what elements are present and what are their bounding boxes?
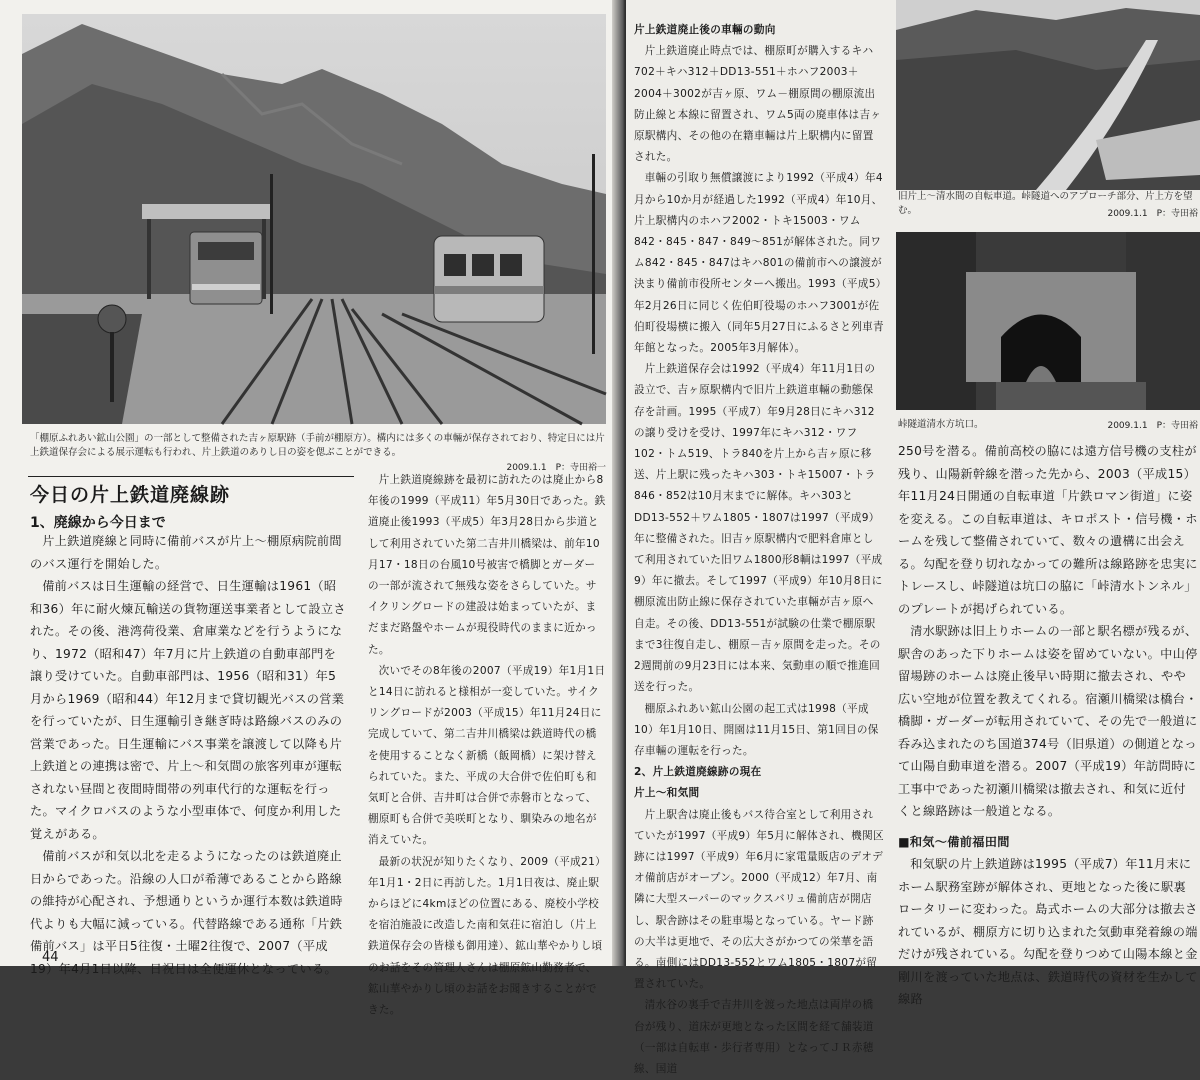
tunnel-credit: 2009.1.1 P：寺田裕 (1107, 421, 1198, 431)
paragraph: 車輛の引取り無償譲渡により1992（平成4）年4月から10か月が経過した1992（平成4）年10月、片上駅構内のホハフ2002・トキ15003・ワム842・845・847・849～851が解体された。同ワム842・845・847はキハ801の備前市への譲渡が決まり備前市役所センターへ搬出。1993（平成5）年2月26日に同じく佐伯町役場のホハフ3001が佐伯町役場横に搬入（同年5月27日にふるさと列車青年館となった。2005年3月解体）。 (634, 172, 884, 355)
left-page (0, 0, 620, 1017)
paragraph: 次いでその8年後の2007（平成19）年1月1日と14日に訪れると様相が一変していた。サイクリングロードが2003（平成15）年11月24日に完成していて、第二吉井川橋梁は鉄道時代の橋を使用することなく新橋（飯岡橋）に架け替えられていた。また、平成の大合併で佐伯町も和気町と合併、吉井町は合併で赤磐市となって、棚原町も合併で美咲町となり、馴染みの地名が消えていた。 (368, 664, 606, 847)
tunnel-caption: 峠隧道清水方坑口。 (898, 419, 984, 430)
section-rule (28, 476, 354, 477)
heading-katakami-wake: 片上～和気間 (634, 787, 700, 800)
paragraph: 片上鉄道廃線と同時に備前バスが片上～棚原病院前間のバス運行を開始した。 (30, 534, 342, 571)
paragraph: 最新の状況が知りたくなり、2009（平成21）年1月1・2日に再訪した。1月1日夜は、廃止駅からほどに4kmほどの位置にある、廃校小学校を宿泊施設に改造した南和気荘に宿泊し（片上鉄道保存会の皆様も御用達）、鉱山華やかりし頃のお話をその管理人さんは棚原鉱山勤務者で、鉱山華やかりし頃のお話をお聞きすることができた。 (368, 855, 603, 1017)
paragraph: 片上駅舎は廃止後もバス待合室として利用されていたが1997（平成9）年5月に解体され、機関区跡には1997（平成9）年6月に家電量販店のデオデオ備前店がオープン。2000（平成12）年7月、南隣に大型スーパーのマックスバリュ備前店が開店し、駅舎跡はその駐車場となっている。ヤード跡の大半は更地で、その広大さがかつての栄華を語る。南側にはDD13-552とワム1805・1807が留置されていた。 (634, 808, 884, 991)
paragraph: 250号を潜る。備前高校の脇には遠方信号機の支柱が残り、山陽新幹線を潜った先から、2003（平成15）年11月24日開通の自転車道「片鉄ロマン街道」に姿を変える。この自転車道は、キロポスト・信号機・ホームを残して整備されていて、数々の遺構に出会える。勾配を登り切れなかっての難所は線路跡を忠実にトレースし、峠隧道は坑口の脇に「峠清水トンネル」のプレートが掲げられている。 (898, 444, 1198, 616)
paragraph: 備前バスは日生運輸の経営で、日生運輸は1961（昭和36）年に耐火煉瓦輸送の貨物運送事業者として設立された。その後、港湾荷役業、倉庫業などを行うようになり、1972（昭和47）年7月に片上鉄道の自動車部門を譲り受けていた。自動車部門は、1956（昭和31）年5月から1969（昭和44）年12月まで貸切観光バスの営業を行っていたが、日生運輸引き継ぎ時は路線バスのみの営業であった。日生運輸にバス事業を譲渡して以降も片上鉄道との連携は密で、片上～和気間の旅客列車が運転されない昼間と夜間時間帯の列車代行的な運転を行った。マイクロバスのような小型車体で、何度か利用した覚えがある。 (30, 579, 346, 841)
heading-current-line: 2、片上鉄道廃線跡の現在 (634, 766, 762, 779)
paragraph: 片上鉄道廃止時点では、棚原町が購入するキハ702＋キハ312＋DD13-551＋ホハフ2003＋2004＋3002が吉ヶ原、ワム－棚原間の棚原流出防止線と本線に留置され、ワム5両の廃車体は吉ヶ原駅構内、その他の在籍車輛は片上駅構内に留置された。 (634, 45, 882, 164)
paragraph: 片上鉄道保存会は1992（平成4）年11月1日の設立で、吉ヶ原駅構内で旧片上鉄道車輛の動態保存を計画。1995（平成7）年9月28日にキハ312の譲り受けを受け、1997年にキハ312・ワフ102・トム519、トラ840を片上から吉ヶ原に移送、片上駅に残ったキハ303・トキ15007・トラ846・852は10月末までに解体。キハ303とDD13-552＋ワム1805・1807は1997（平成9）年に整備された。旧吉ヶ原駅構内で肥料倉庫として利用されていた旧ワム1800形8輌は1997（平成9）年に撤去。そして1997（平成9）年10月8日に棚原流出防止線に保存されていた車輛が吉ヶ原へ自走。その後、DD13-551が試験の仕業で棚原駅まで3往復自走し、棚原－吉ヶ原間を走った。その2週間前の9月23日には本来、気動車の順で推進回送を行った。 (634, 363, 883, 694)
paragraph: 清水谷の裏手で吉井川を渡った地点は両岸の橋台が残り、道床が更地となった区間を経て舗装道（一部は自転車・歩行者専用）となってＪＲ赤穂線、国道 (634, 999, 874, 1075)
left-column-2 (368, 470, 606, 1021)
paragraph: 片上鉄道廃線跡を最初に訪れたのは廃止から8年後の1999（平成11）年5月30日であった。鉄道廃止後1993（平成5）年3月28日から歩道として利用されていた第二吉井川橋梁は、前年10月17・18日の台風10号被害で橋脚とガーダーの一部が流されて無残な姿をさらしていた。サイクリングロードの建設は始まっていたが、まだまだ路盤やホームが現役時代のままに近かった。 (368, 474, 606, 656)
paragraph: 清水駅跡は旧上りホームの一部と駅名標が残るが、駅舎のあった下りホームは姿を留めていない。中山停留場跡のホームは廃止後早い時期に撤去され、やや広い空地が位置を教えてくれる。宿瀬川橋梁は橋台・橋脚・ガーダーが転用されていて、その先で一般道に呑み込まれたのち国道374号（旧県道）の側道となって山陽自動車道を潜る。2007（平成19）年訪問時に工事中であった初瀬川橋梁は撤去され、和気に近付くと線路跡は一般道となる。 (898, 624, 1198, 818)
paragraph: 棚原ふれあい鉱山公園の起工式は1998（平成10）年1月10日、開園は11月15日、第1回目の保存車輛の運転を行った。 (634, 702, 879, 757)
section-title: 今日の片上鉄道廃線跡 (30, 484, 231, 506)
station-photo-image (22, 14, 606, 424)
paragraph: 和気駅の片上鉄道跡は1995（平成7）年11月末にホーム駅務室跡が解体され、更地となった後に駅裏ロータリーに変わった。島式ホームの大部分は撤去されているが、棚原方に切り込まれた気動車発着線の端だけが残されている。勾配を登りつめて山陽本線と金剛川を渡っていた地点は、鉄道時代の資材を生かして線路 (898, 857, 1198, 1006)
heading-wake-bizenfukuda: ■和気～備前福田間 (898, 834, 1010, 849)
cycling-road-photo-image (896, 0, 1200, 190)
tunnel-photo-image (896, 232, 1200, 410)
heading-vehicle-trends: 片上鉄道廃止後の車輛の動向 (634, 24, 776, 36)
photo-credit: 2009.1.1 P：寺田裕一 (506, 463, 606, 473)
cycling-road-photo (896, 0, 1200, 190)
paragraph: 備前バスが和気以北を走るようになったのは鉄道廃止日からであった。沿線の人口が希薄であることから路線の維持が心配され、予想通りというか運行本数は鉄道時代よりも大幅に減っている。代替路線である通称「片鉄備前バス」は平日5往復・土曜2往復で、2007（平成19）年4月1日以降、日祝日は全便運休となっている。 (30, 849, 343, 976)
page-number: 44 (42, 950, 59, 965)
right-column-2 (898, 440, 1198, 1011)
right-page (626, 0, 1200, 1075)
cycling-road-caption: 旧片上～清水間の自転車道。峠隧道へのアプローチ部分、片上方を望む。 (898, 191, 1193, 216)
tunnel-photo (896, 232, 1200, 410)
subheading-abandonment: 1、廃線から今日まで (30, 515, 166, 531)
cycling-road-credit: 2009.1.1 P：寺田裕 (1107, 209, 1198, 219)
station-photo (22, 14, 606, 424)
photo-caption: 「棚原ふれあい鉱山公園」の一部として整備された吉ヶ原駅跡（手前が棚原方）。構内には多くの車輛が保存されており、特定日には片上鉄道保存会による展示運転も行われ、片上鉄道のありし日の姿を偲ぶことができる。 (30, 433, 605, 458)
right-column-main (634, 20, 884, 1080)
left-column-1 (30, 530, 346, 980)
